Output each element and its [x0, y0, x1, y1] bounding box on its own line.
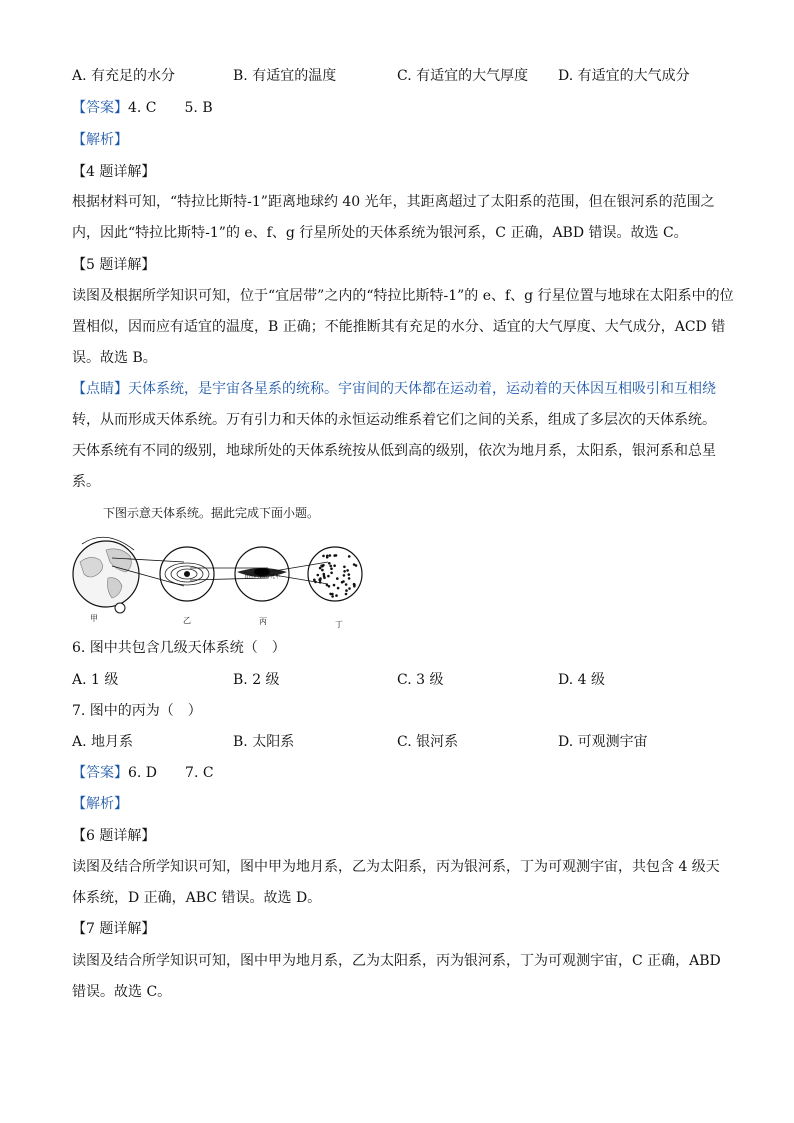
celestial-systems-figure: [72, 532, 372, 628]
q6-option-d: D. 4 级: [558, 672, 605, 688]
galaxy-dot: [343, 570, 346, 573]
galaxy-dot: [322, 555, 325, 558]
answer-tag: 【答案】: [72, 765, 128, 781]
q5-text-line: 置相似，因而应有适宜的温度，B 正确；不能推断其有充足的水分、适宜的大气厚度、大气成分，ACD 错: [72, 319, 726, 335]
dianjing-line: 天体系统有不同的级别，地球所处的天体系统按从低到高的级别，依次为地月系，太阳系，银河系和总星: [72, 443, 716, 459]
galaxy-dot: [326, 555, 329, 558]
galaxy-dot: [353, 585, 356, 588]
galaxy-dot: [317, 574, 320, 577]
galaxy-dot: [348, 577, 351, 580]
galaxy-dot: [331, 595, 334, 598]
galaxy-dot: [333, 564, 336, 567]
q6-text-line: 体系统，D 正确，ABC 错误。故选 D。: [72, 890, 322, 906]
galaxy-dot: [337, 587, 340, 590]
answer-value: 4. C 5. B: [128, 100, 213, 116]
earth-moon-system: [73, 537, 139, 613]
answer-line-2: [72, 763, 214, 783]
galaxy-dot: [348, 555, 351, 558]
q6-detail-heading: 【6 题详解】: [72, 828, 156, 844]
figure-caption: 下图示意天体系统。据此完成下面小题。: [103, 506, 320, 520]
dianjing-line: 系。: [72, 474, 100, 490]
q5-text-line: 误。故选 B。: [72, 350, 157, 366]
q7-text-line: 读图及结合所学知识可知，图中甲为地月系，乙为太阳系，丙为银河系，丁为可观测宇宙，C 正确，ABD: [72, 953, 721, 969]
galaxy-dot: [327, 575, 330, 578]
observable-universe: [308, 547, 362, 601]
analysis-heading: 【解析】: [72, 132, 128, 148]
galaxy-dot: [331, 593, 334, 596]
galaxy-dot: [341, 581, 344, 584]
prev-option-a: A. 有充足的水分: [72, 68, 176, 84]
label-bing: 丙: [259, 617, 267, 626]
prev-option-c: C. 有适宜的大气厚度: [397, 68, 529, 84]
galaxy-dot: [321, 569, 324, 572]
galaxy-dot: [329, 554, 332, 557]
q7-option-c: C. 银河系: [397, 734, 459, 750]
galaxy-dot: [345, 593, 348, 596]
label-yi: 乙: [183, 616, 191, 625]
q6-stem: 6. 图中共包含几级天体系统（ ）: [72, 640, 286, 656]
q4-text-line: 根据材料可知，“特拉比斯特-1”距离地球约 40 光年，其距离超过了太阳系的范围，但在银河系的范围之: [72, 194, 715, 210]
dianjing-line: 转，从而形成天体系统。万有引力和天体的永恒运动维系着它们之间的关系，组成了多层次的天体系统。: [72, 412, 716, 428]
galaxy-dot: [319, 567, 322, 570]
galaxy-dot: [348, 573, 351, 576]
dianjing-text: 【点睛】天体系统，是宇宙各星系的统称。宇宙间的天体都在运动着，运动着的天体因互相吸引和互相绕: [72, 381, 716, 397]
q7-option-b: B. 太阳系: [233, 734, 295, 750]
galaxy-dot: [313, 579, 316, 582]
prev-option-b: B. 有适宜的温度: [233, 68, 337, 84]
q4-detail-heading: 【4 题详解】: [72, 164, 156, 180]
q6-option-b: B. 2 级: [233, 672, 280, 688]
galaxy-dot: [335, 594, 338, 597]
galaxy-dot: [348, 587, 351, 590]
galaxy-dot: [336, 577, 339, 580]
q6-option-a: A. 1 级: [72, 672, 119, 688]
q7-option-d: D. 可观测宇宙: [558, 734, 648, 750]
label-jia: 甲: [90, 614, 98, 623]
q7-option-a: A. 地月系: [72, 734, 134, 750]
galaxy-dot: [323, 575, 326, 578]
galaxy-dot: [343, 574, 346, 577]
answer-tag: 【答案】: [72, 100, 128, 116]
galaxy-dot: [329, 565, 332, 568]
q5-detail-heading: 【5 题详解】: [72, 257, 156, 273]
q7-detail-heading: 【7 题详解】: [72, 921, 156, 937]
answer-line-1: [72, 98, 213, 118]
q6-text-line: 读图及结合所学知识可知，图中甲为地月系，乙为太阳系，丙为银河系，丁为可观测宇宙，共包含 4 级天: [72, 859, 720, 875]
galaxy-dot: [328, 585, 331, 588]
galaxy-dot: [345, 583, 348, 586]
galaxy-dot: [333, 554, 336, 557]
q6-option-c: C. 3 级: [397, 672, 444, 688]
connector-lines: [112, 558, 328, 586]
galaxy-diameter-label: 直径约10万光年: [243, 574, 281, 580]
answer-value: 6. D 7. C: [128, 765, 214, 781]
milky-way-galaxy: [235, 547, 289, 601]
q4-text-line: 内，因此“特拉比斯特-1”的 e、f、g 行星所处的天体系统为银河系，C 正确，ABD 错误。故选 C。: [72, 225, 688, 241]
prev-option-d: D. 有适宜的大气成分: [558, 68, 690, 84]
dianjing-line: [72, 379, 716, 399]
q7-stem: 7. 图中的丙为（ ）: [72, 703, 202, 719]
galaxy-dot: [330, 567, 333, 570]
q5-text-line: 读图及根据所学知识可知，位于“宜居带”之内的“特拉比斯特-1”的 e、f、g 行星位置与地球在太阳系中的位: [72, 288, 734, 304]
galaxy-dot: [346, 569, 349, 572]
galaxy-dot: [353, 563, 356, 566]
galaxy-dot: [320, 565, 323, 568]
q7-text-line: 错误。故选 C。: [72, 984, 172, 1000]
label-ding: 丁: [335, 620, 343, 629]
galaxy-dot: [328, 562, 331, 565]
galaxy-dot: [319, 577, 322, 580]
galaxy-dot: [343, 566, 346, 569]
galaxy-dot: [345, 589, 348, 592]
galaxy-dot: [330, 572, 333, 575]
solar-system: [160, 547, 214, 601]
analysis-heading: 【解析】: [72, 796, 128, 812]
galaxy-dot: [333, 584, 336, 587]
